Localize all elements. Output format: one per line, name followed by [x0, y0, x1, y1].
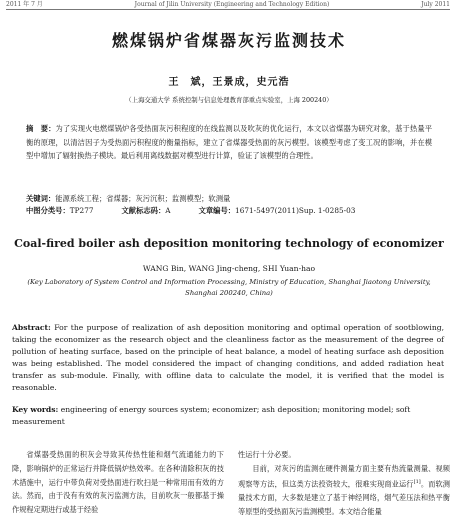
- chinese-affiliation: （上海交通大学 系统控制与信息处理教育部重点实验室，上海 200240）: [125, 96, 333, 104]
- document-code: [122, 205, 171, 217]
- chinese-metadata: [26, 193, 432, 217]
- english-keywords: [12, 404, 444, 428]
- english-keywords-text: engineering of energy sources system; economizer; ash deposition; monitoring model; soft measurement: [12, 405, 411, 426]
- clc-value: TP277: [69, 206, 94, 215]
- clc-label: 中图分类号：: [26, 206, 70, 215]
- body-paragraph: [238, 462, 450, 519]
- body-text: 目前，对灰污的监测在硬件测量方面主要有热流量测量、视频观察等方法，但这类方法投资较大，很难实现商业运行: [238, 463, 450, 488]
- citation-ref[interactable]: [1]: [413, 478, 421, 485]
- running-head-date-en: July 2011: [421, 1, 450, 8]
- chinese-keywords: [26, 193, 432, 205]
- chinese-title: 燃煤锅炉省煤器灰污监测技术: [111, 31, 346, 50]
- document-code-value: A: [165, 206, 171, 215]
- body-paragraph-continued: 性运行十分必要。: [238, 450, 296, 459]
- document-code-label: 文献标志码：: [121, 206, 166, 215]
- english-abstract: [12, 322, 444, 395]
- english-authors: WANG Bin, WANG Jing-cheng, SHI Yuan-hao: [142, 264, 316, 273]
- body-text: 。而软测量技术方面，大多数是建立了基于神经网络，烟气差压法和热平衡等原型的受热面灰污监测模型。本文结合能量: [238, 478, 450, 516]
- english-keywords-label: Key words:: [12, 405, 59, 414]
- clc-number: [26, 205, 94, 217]
- chinese-abstract-text: 为了实现火电燃煤锅炉各受热面灰污积程度的在线监测以及吹灰的优化运行，本文以省煤器为研究对象，基于热量平衡的原理，以清洁因子为受热面污积程度的衡量指标，建立了省煤器受热面的灰污模型。该模型考虑了变工况的影响，并在模型中增加了辐射换热子模块。最后利用离线数据对模型进行计算，验证了该模型的合理性。: [26, 124, 433, 161]
- chinese-keywords-text: 能源系统工程；省煤器；灰污沉积；监测模型；软测量: [55, 194, 231, 203]
- classification-row: [26, 205, 432, 217]
- chinese-authors: 王 斌，王景成，史元浩: [168, 77, 290, 88]
- article-number-label: 文章编号：: [198, 206, 236, 215]
- chinese-abstract-label: 摘 要：: [26, 124, 56, 133]
- body-paragraph: 省煤器受热面的积灰会导致其传热性能和烟气流通能力的下降，影响锅炉的正常运行并降低锅炉热效率。在各种清除积灰的技术措施中，运行中带负荷对受热面进行吹扫是一种常用而有效的方法。然而，由于没有有效的灰污监测方法，目前吹灰一般都基于操作规程定期进行或基于经验: [12, 450, 224, 515]
- body-column-right: [238, 448, 450, 518]
- english-affiliation: (Key Laboratory of System Control and Information Processing, Ministry of Education, Shanghai Jiaotong University, Shanghai 200240, China): [27, 278, 431, 297]
- running-head-date: 2011 年 7 月: [6, 1, 43, 8]
- english-abstract-text: For the purpose of realization of ash deposition monitoring and optimal operation of sootblowing, taking the economizer as the research object and the cleanliness factor as the measurement of the degree of pollution of heating surface, based on the principle of heat balance, a model of heating surface ash deposition was being established. The model considered the impact of changing conditions, and added radiation heat transfer as sub-module. Finally, with offline data to calculate the model, it is verified that the model is reasonable.: [12, 323, 444, 393]
- body-column-left: [12, 448, 224, 517]
- english-abstract-label: Abstract:: [12, 323, 51, 332]
- article-number-value: 1671-5497(2011)Sup. 1-0285-03: [235, 206, 356, 215]
- running-head: [6, 0, 450, 10]
- chinese-abstract: [26, 122, 432, 163]
- chinese-keywords-label: 关键词：: [26, 194, 56, 203]
- running-head-journal: Journal of Jilin University (Engineering and Technology Edition): [134, 1, 330, 8]
- article-number: [199, 205, 356, 217]
- english-title: Coal-fired boiler ash deposition monitoring technology of economizer: [14, 237, 444, 250]
